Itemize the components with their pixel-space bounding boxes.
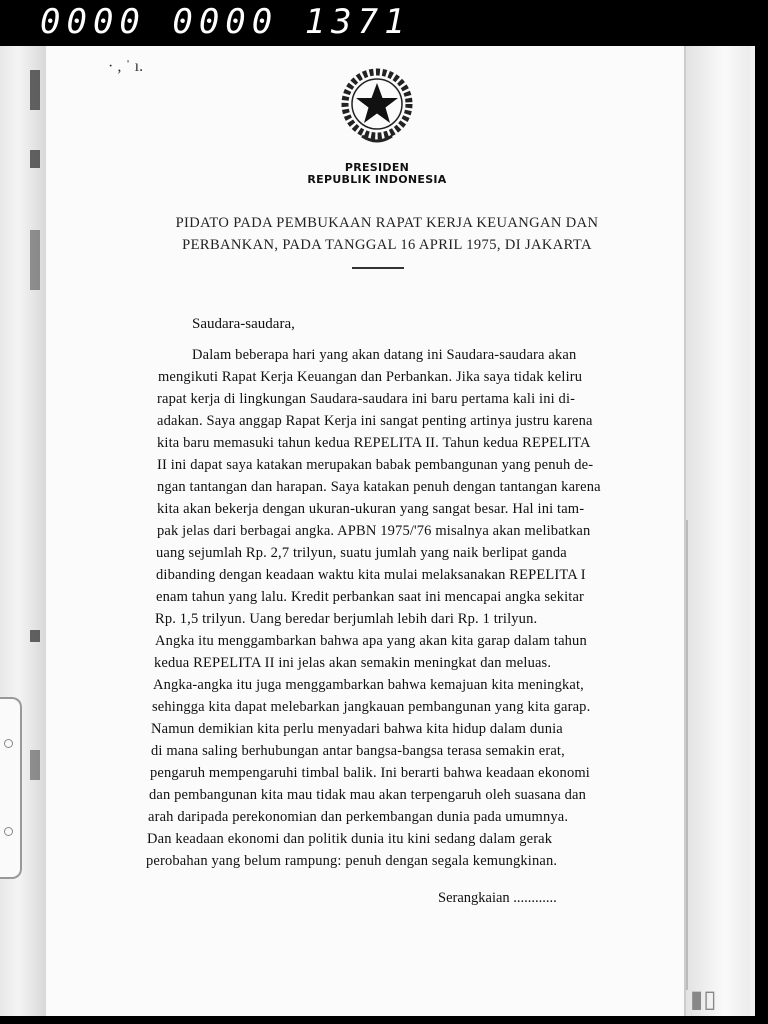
stray-ink-marks: · , ˈ ı.: [108, 58, 144, 75]
title-divider: [352, 267, 404, 269]
body-text-line: uang sejumlah Rp. 2,7 trilyun, suatu jumlah yang naik berlipat ganda: [156, 545, 567, 561]
document-title-line-1: PIDATO PADA PEMBUKAAN RAPAT KERJA KEUANGAN DAN: [175, 215, 599, 231]
continuation-note: Serangkaian ............: [438, 890, 557, 906]
body-text-line: dan pembangunan kita mau tidak mau akan terpengaruh oleh suasana dan: [149, 787, 586, 803]
body-text-line: II ini dapat saya katakan merupakan babak pembangunan yang penuh de-: [157, 457, 594, 473]
letterhead-line-2: REPUBLIK INDONESIA: [307, 173, 447, 186]
body-text-line: enam tahun yang lalu. Kredit perbankan saat ini mencapai angka sekitar: [156, 589, 585, 605]
body-text-line: rapat kerja di lingkungan Saudara-saudara ini baru pertama kali ini di-: [157, 391, 576, 407]
body-text-line: kita baru memasuki tahun kedua REPELITA II. Tahun kedua REPELITA: [157, 435, 591, 451]
body-text-line: dibanding dengan keadaan waktu kita mulai melaksanakan REPELITA I: [156, 567, 586, 583]
clip-hole-icon: [4, 827, 13, 836]
body-text-line: Dalam beberapa hari yang akan datang ini Saudara-saudara akan: [192, 347, 577, 363]
scan-speckle: [30, 70, 40, 110]
body-text-line: adakan. Saya anggap Rapat Kerja ini sangat penting artinya justru karena: [157, 413, 593, 429]
salutation: Saudara-saudara,: [192, 316, 295, 332]
body-text-line: Angka itu menggambarkan bahwa apa yang akan kita garap dalam tahun: [155, 633, 587, 649]
page-fold-line: [686, 520, 688, 990]
clip-hole-icon: [4, 739, 13, 748]
scan-speckle: [30, 630, 40, 642]
body-text-line: perobahan yang belum rampung: penuh dengan segala kemungkinan.: [146, 853, 558, 869]
body-text-line: ngan tantangan dan harapan. Saya katakan penuh dengan tantangan karena: [157, 479, 601, 495]
body-text-line: mengikuti Rapat Kerja Keuangan dan Perbankan. Jika saya tidak keliru: [158, 369, 583, 385]
letterhead-line-1: PRESIDEN: [344, 161, 410, 174]
body-text-line: pengaruh mempengaruhi timbal balik. Ini berarti bahwa keadaan ekonomi: [150, 765, 590, 781]
scan-corner-marks: ▮▯: [690, 985, 717, 1013]
body-text-line: kedua REPELITA II ini jelas akan semakin meningkat dan meluas.: [154, 655, 552, 671]
body-text-line: kita akan bekerja dengan ukuran-ukuran yang sangat besar. Hal ini tam-: [157, 501, 585, 517]
body-text-line: Dan keadaan ekonomi dan politik dunia itu kini sedang dalam gerak: [147, 831, 553, 847]
scan-speckle: [30, 230, 40, 290]
scan-speckle: [30, 750, 40, 780]
body-text-line: di mana saling berhubungan antar bangsa-bangsa terasa semakin erat,: [151, 743, 565, 759]
right-page-edge: [686, 46, 750, 1016]
body-text-line: Angka-angka itu juga menggambarkan bahwa kemajuan kita meningkat,: [153, 677, 584, 693]
garuda-star-emblem-icon: [332, 66, 422, 150]
film-frame-counter: 0000 0000 1371: [0, 0, 768, 44]
binder-clip: [0, 697, 22, 879]
body-text-line: pak jelas dari berbagai angka. APBN 1975/'76 misalnya akan melibatkan: [157, 523, 591, 539]
scan-speckle: [30, 150, 40, 168]
body-text-line: Rp. 1,5 trilyun. Uang beredar berjumlah lebih dari Rp. 1 trilyun.: [155, 611, 538, 627]
body-text-line: Namun demikian kita perlu menyadari bahwa kita hidup dalam dunia: [151, 721, 563, 737]
body-text-line: sehingga kita dapat melebarkan jangkauan pembangunan yang kita garap.: [152, 699, 591, 715]
document-title-line-2: PERBANKAN, PADA TANGGAL 16 APRIL 1975, DI JAKARTA: [182, 237, 592, 253]
body-text-line: arah daripada perekonomian dan perkembangan dunia pada umumnya.: [148, 809, 569, 825]
